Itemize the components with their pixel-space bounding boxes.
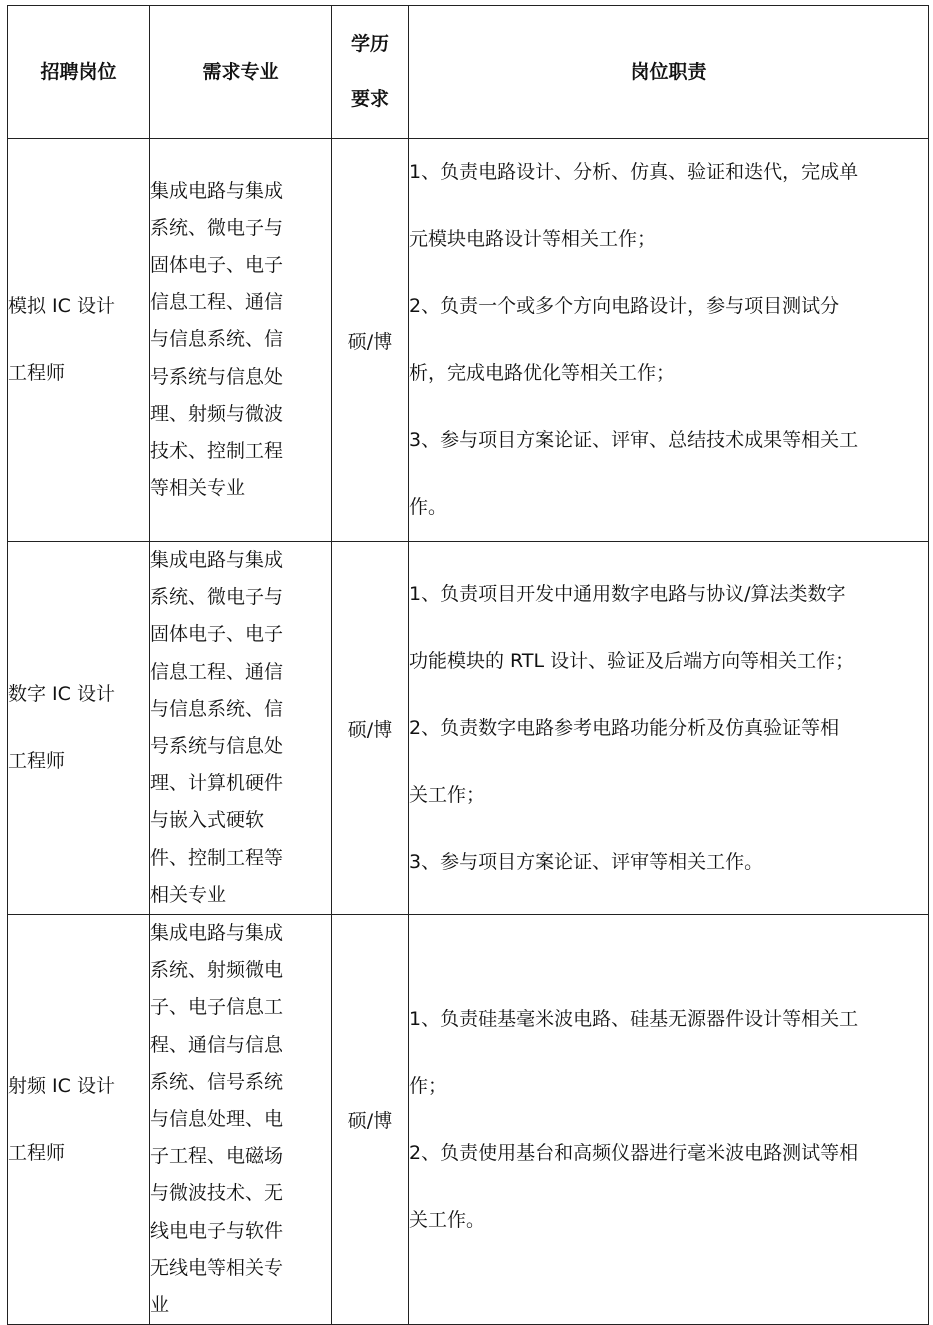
table-row (8, 915, 929, 1325)
major-line: 号系统与信息处 (150, 735, 284, 758)
duty-line: 功能模块的 RTL 设计、验证及后端方向等相关工作； (409, 649, 855, 672)
duty-line: 3、参与项目方案论证、评审、总结技术成果等相关工 (409, 429, 859, 451)
education-cell: 硕/博 (332, 139, 409, 542)
duty-line: 3、参与项目方案论证、评审等相关工作。 (409, 850, 764, 873)
major-line: 子工程、电磁场 (150, 1145, 284, 1168)
duty-line: 1、负责电路设计、分析、仿真、验证和迭代，完成单 (409, 161, 859, 183)
duty-line: 析，完成电路优化等相关工作； (409, 362, 676, 384)
major-cell (150, 915, 332, 1325)
major-line: 件、控制工程等 (150, 846, 284, 869)
duties-cell (409, 139, 929, 542)
header-education (332, 6, 409, 139)
duty-line: 作； (409, 1074, 448, 1097)
major-line: 集成电路与集成 (150, 549, 284, 571)
major-line: 理、计算机硬件 (150, 772, 284, 795)
header-position: 招聘岗位 (8, 6, 150, 139)
header-education-line2: 要求 (350, 88, 389, 110)
major-line: 信息工程、通信 (150, 660, 284, 683)
position-cell (8, 139, 150, 542)
position-line: 工程师 (8, 362, 66, 384)
education-cell: 硕/博 (332, 542, 409, 915)
major-line: 线电电子与软件 (150, 1219, 284, 1242)
duties-cell (409, 915, 929, 1325)
duty-line: 元模块电路设计等相关工作； (409, 228, 657, 250)
table-row (8, 139, 929, 542)
header-duties: 岗位职责 (409, 6, 929, 139)
duty-line: 关工作。 (409, 1208, 486, 1231)
major-line: 系统、信号系统 (150, 1070, 284, 1093)
duty-line: 关工作； (409, 783, 486, 806)
major-line: 与信息系统、信 (150, 328, 284, 351)
duty-line: 作。 (409, 496, 448, 518)
major-line: 业 (150, 1294, 170, 1317)
position-line: 数字 IC 设计 (8, 683, 115, 706)
major-line: 集成电路与集成 (150, 179, 284, 202)
major-line: 与信息处理、电 (150, 1108, 284, 1131)
major-line: 与微波技术、无 (150, 1182, 284, 1205)
major-cell (150, 139, 332, 542)
header-major: 需求专业 (150, 6, 332, 139)
major-line: 相关专业 (150, 883, 227, 906)
major-line: 号系统与信息处 (150, 365, 284, 388)
major-line: 与信息系统、信 (150, 697, 284, 720)
major-line: 技术、控制工程 (150, 440, 284, 462)
major-line: 与嵌入式硬软 (150, 809, 265, 832)
major-line: 理、射频与微波 (150, 402, 284, 425)
position-line: 工程师 (8, 1141, 66, 1164)
position-line: 射频 IC 设计 (8, 1074, 115, 1097)
major-cell (150, 542, 332, 915)
recruitment-table (7, 5, 929, 1325)
major-line: 集成电路与集成 (150, 922, 284, 945)
duty-line: 2、负责一个或多个方向电路设计，参与项目测试分 (409, 295, 840, 317)
major-line: 固体电子、电子 (150, 253, 284, 276)
major-line: 系统、射频微电 (150, 959, 284, 982)
education-cell: 硕/博 (332, 915, 409, 1325)
duty-line: 2、负责数字电路参考电路功能分析及仿真验证等相 (409, 716, 840, 739)
position-line: 工程师 (8, 750, 66, 773)
major-line: 系统、微电子与 (150, 586, 284, 609)
position-cell (8, 915, 150, 1325)
position-cell (8, 542, 150, 915)
major-line: 子、电子信息工 (150, 996, 284, 1019)
table-header-row (8, 6, 929, 139)
major-line: 程、通信与信息 (150, 1033, 284, 1056)
major-line: 系统、微电子与 (150, 216, 284, 239)
major-line: 无线电等相关专 (150, 1256, 284, 1279)
duty-line: 1、负责硅基毫米波电路、硅基无源器件设计等相关工 (409, 1007, 859, 1030)
duty-line: 1、负责项目开发中通用数字电路与协议/算法类数字 (409, 582, 846, 605)
major-line: 固体电子、电子 (150, 623, 284, 646)
position-line: 模拟 IC 设计 (8, 295, 115, 317)
header-education-line1: 学历 (350, 33, 389, 56)
duties-cell (409, 542, 929, 915)
major-line: 信息工程、通信 (150, 291, 284, 314)
table-row (8, 542, 929, 915)
duty-line: 2、负责使用基台和高频仪器进行毫米波电路测试等相 (409, 1141, 859, 1164)
major-line: 等相关专业 (150, 477, 246, 500)
